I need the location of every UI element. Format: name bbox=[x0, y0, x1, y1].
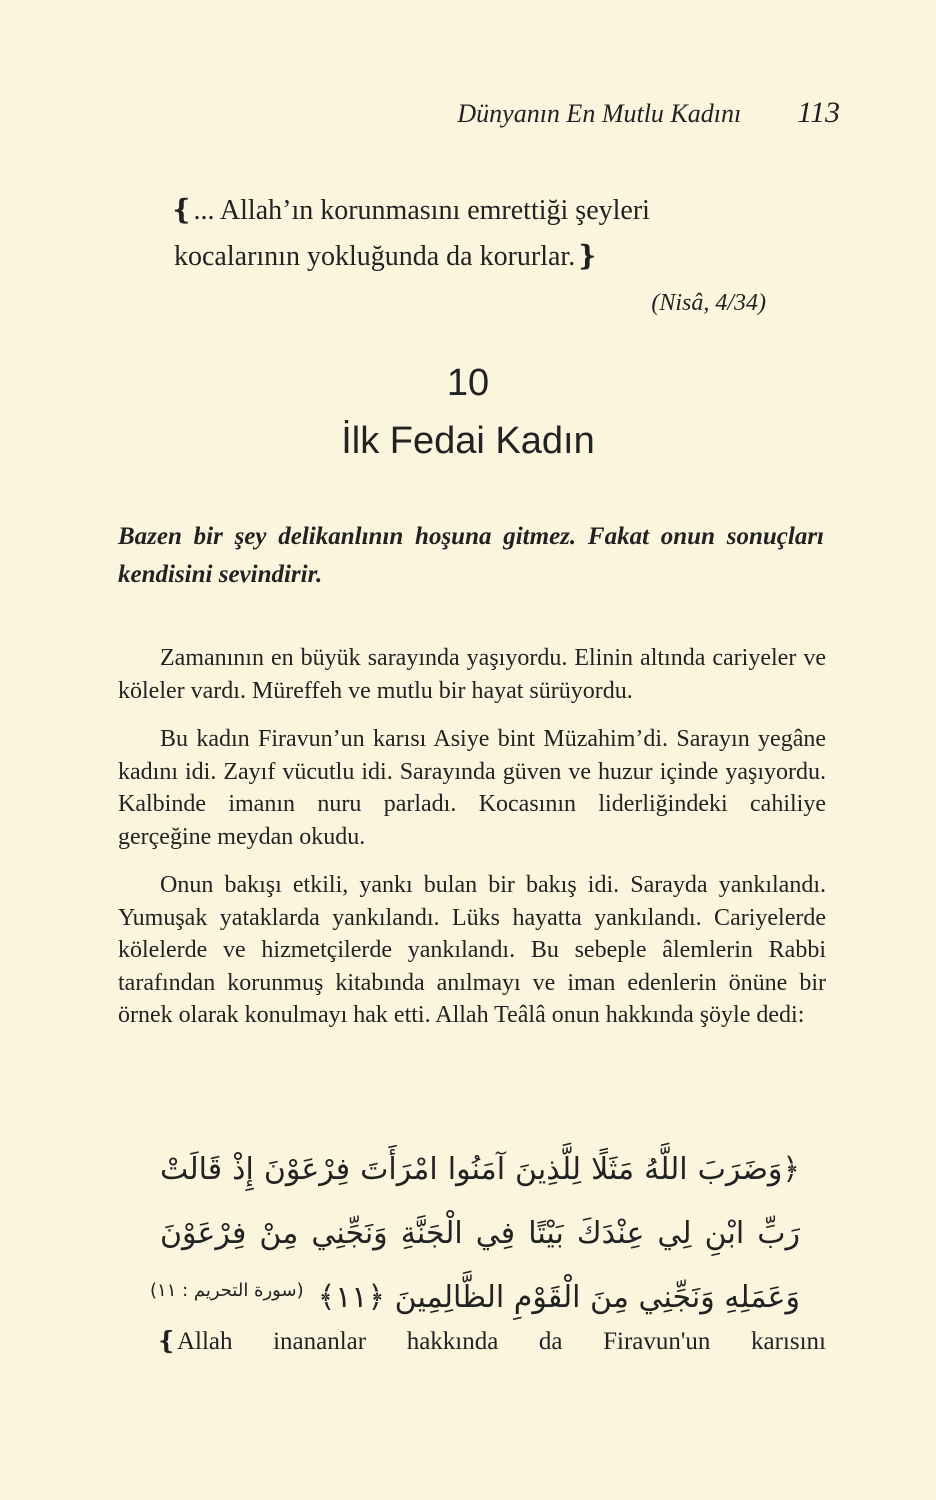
verse-quote bbox=[170, 188, 830, 280]
body-text bbox=[118, 642, 826, 1048]
running-title: Dünyanın En Mutlu Kadını bbox=[457, 99, 742, 128]
page-number: 113 bbox=[797, 96, 840, 129]
chapter-epigraph: Bazen bir şey delikanlının hoşuna gitmez. Fakat onun sonuçları kendisini sevindirir. bbox=[118, 523, 824, 588]
chapter-title: İlk Fedai Kadın bbox=[341, 420, 595, 462]
quote-line-1: ❴... Allah’ın korunmasını emrettiği şeyleri bbox=[170, 195, 650, 226]
arabic-verse: ﴿وَضَرَبَ اللَّهُ مَثَلًا لِلَّذِينَ آمَنُوا امْرَأَتَ فِرْعَوْنَ إِذْ قَالَتْ رَبِّ ابْنِ لِي عِنْدَكَ بَيْتًا فِي الْجَنَّةِ وَنَجِّنِي مِنْ فِرْعَوْنَ وَعَمَلِهِ وَنَجِّنِي مِنَ الْقَوْمِ الظَّالِمِينَ ﴿١١﴾ bbox=[160, 1152, 800, 1315]
running-header bbox=[457, 96, 840, 130]
quote-close-mark: ❵ bbox=[575, 241, 599, 272]
verse-citation: (Nisâ, 4/34) bbox=[651, 290, 766, 316]
arabic-surah-reference: (سورة التحريم : ١١) bbox=[150, 1280, 304, 1301]
quote-line-2: kocalarının yokluğunda da korurlar.❵ bbox=[174, 241, 599, 272]
chapter-number: 10 bbox=[446, 362, 490, 404]
paragraph: Onun bakışı etkili, yankı bulan bir bakış idi. Sarayda yankılandı. Yumuşak yataklarda yankılandı. Lüks hayatta yankılandı. Cariyelerde kölelerde ve hizmetçilerde yankılandı. Bu sebeple âlemlerin Rabbi tarafından korunmuş kitabında anılmayı ve iman edenlerin önüne bir örnek olarak konulmayı hak etti. Allah Teâlâ onun hakkında şöyle dedi: bbox=[118, 872, 826, 1028]
quote-open-mark: ❴ bbox=[170, 195, 194, 226]
closing-line: ❴Allah inananlar hakkında da Firavun'un karısını bbox=[156, 1328, 826, 1355]
paragraph: Zamanının en büyük sarayında yaşıyordu. Elinin altında cariyeler ve köleler vardı. Müreffeh ve mutlu bir hayat sürüyordu. bbox=[118, 645, 826, 704]
paragraph: Bu kadın Firavun’un karısı Asiye bint Müzahim’di. Sarayın yegâne kadını idi. Zayıf vücutlu idi. Sarayında güven ve huzur içinde yaşıyordu. Kalbinde imanın nuru parladı. Kocasının liderliğindeki cahiliye gerçeğine meydan okudu. bbox=[118, 726, 826, 850]
